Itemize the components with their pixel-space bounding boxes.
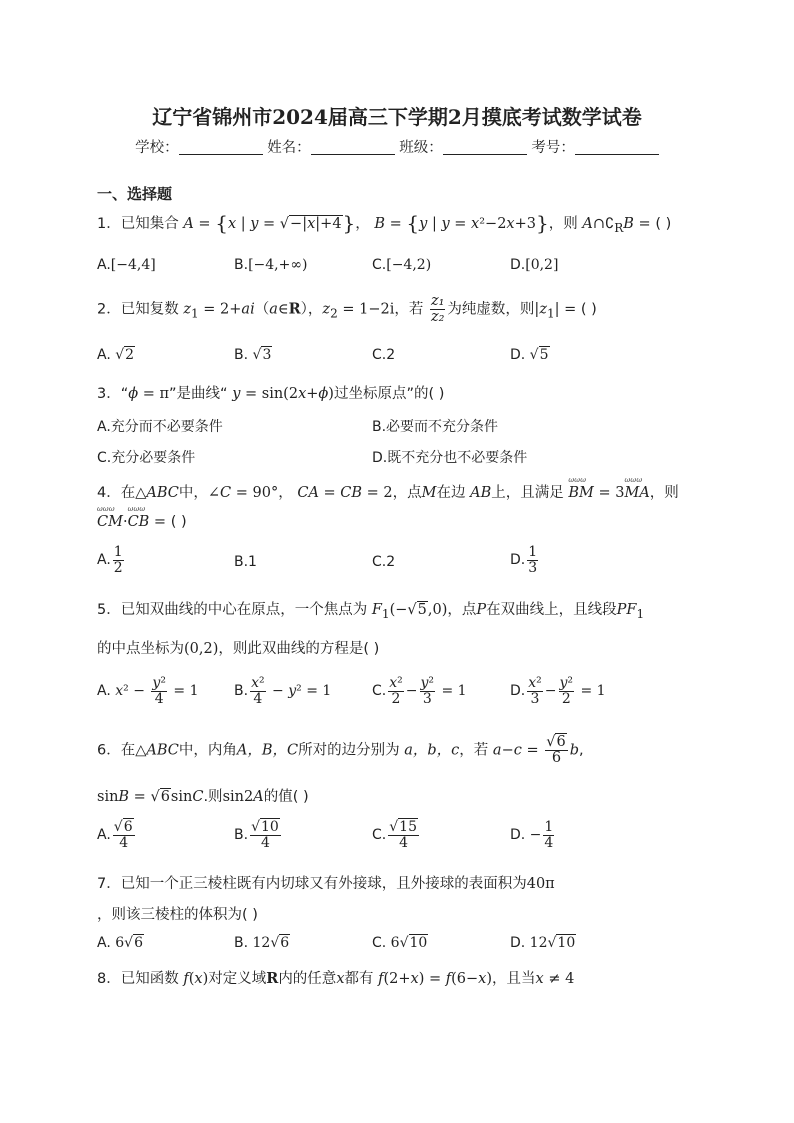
question-8: 8．已知函数 f(x)对定义域R内的任意x都有 f(2+x) = f(6−x)，且当x ≠ 4 <box>97 970 575 987</box>
q2-option-c[interactable]: C.2 <box>372 347 396 363</box>
q6-option-c[interactable]: C. $\frac{√15}{4}$ <box>372 819 417 851</box>
q6-option-d[interactable]: D. − $\frac{1}{4}$ <box>510 819 554 851</box>
q1-option-b[interactable]: B.[−4,+∞) <box>234 257 308 273</box>
q7-option-a[interactable]: A. 6√6 <box>97 935 143 951</box>
q1-option-c[interactable]: C.[−4,2) <box>372 257 432 273</box>
q5-option-a[interactable]: A. x² − $\frac{\text{y²}}{4}$ = 1 <box>97 675 199 707</box>
q7-option-d[interactable]: D. 12√10 <box>510 935 576 951</box>
question-6: 6．在△ABC中，内角A，B，C所对的边分别为 a，b，c，若 a−c = $\frac{√6}{6}$ b, <box>97 734 584 767</box>
question-5-line-2: 的中点坐标为(0,2)，则此双曲线的方程是( ) <box>97 641 380 657</box>
school-label: 学校： <box>135 140 179 156</box>
q5-option-c[interactable]: C. $\frac{\text{x²}}{2}$ − $\frac{\text{y²}}{3}$ = 1 <box>372 675 467 707</box>
q6-option-a[interactable]: A. $\frac{√6}{4}$ <box>97 819 133 851</box>
question-1: 1．已知集合 A = {x | y = √−|x|+4}， B = {y | y = x²−2x+3}，则 $A\cap∁_RB$ = ( ) <box>97 211 672 235</box>
question-7-line-2: ，则该三棱柱的体积为( ) <box>97 907 258 923</box>
q2-option-b[interactable]: B. √3 <box>234 347 272 363</box>
q3-option-a[interactable]: A.充分而不必要条件 <box>97 419 223 435</box>
q3-option-d[interactable]: D.既不充分也不必要条件 <box>372 450 528 466</box>
question-5: 5．已知双曲线的中心在原点，一个焦点为 $F_1(-√5,0)$，点P在双曲线上，且线段$PF_1$ <box>97 602 645 621</box>
q7-option-c[interactable]: C. 6√10 <box>372 935 428 951</box>
question-7: 7．已知一个正三棱柱既有内切球又有外接球，且外接球的表面积为40π <box>97 876 555 892</box>
q1-option-d[interactable]: D.[0,2] <box>510 257 559 273</box>
question-4-line-2: ω ω ω CM·ω ω ω CB = ( ) <box>97 514 187 530</box>
q3-option-b[interactable]: B.必要而不充分条件 <box>372 419 499 435</box>
number-blank[interactable] <box>575 140 659 155</box>
section-heading: 一、选择题 <box>97 185 173 203</box>
q3-option-c[interactable]: C.充分必要条件 <box>97 450 196 466</box>
question-4: 4．在△ABC中，∠C = 90°， CA = CB = 2，点M在边 AB上，且满足 ω ω ω BM = 3ω ω ω MA，则 <box>97 481 679 502</box>
q2-option-a[interactable]: A. √2 <box>97 347 135 363</box>
q4-option-c[interactable]: C.2 <box>372 554 396 570</box>
q6-option-b[interactable]: B. $\frac{√10}{4}$ <box>234 819 279 851</box>
q5-option-b[interactable]: B. $\frac{\text{x²}}{4}$ − y² = 1 <box>234 675 332 707</box>
class-blank[interactable] <box>443 140 527 155</box>
question-3: 3．“ϕ = π”是曲线“ y = sin(2x+ϕ)过坐标原点”的( ) <box>97 386 445 402</box>
page-title: 辽宁省锦州市2024届高三下学期2月摸底考试数学试卷 <box>152 105 642 129</box>
school-blank[interactable] <box>179 140 263 155</box>
number-label: 考号： <box>531 140 575 156</box>
q4-option-b[interactable]: B.1 <box>234 554 257 570</box>
q1-option-a[interactable]: A.[−4,4] <box>97 257 156 273</box>
student-info-line <box>0 136 794 157</box>
q4-option-d[interactable]: D. $\frac{1}{3}$ <box>510 544 538 576</box>
name-label: 姓名： <box>267 140 311 156</box>
name-blank[interactable] <box>311 140 395 155</box>
question-6-line-2: sinB = √6sinC.则sin2A的值( ) <box>97 789 309 805</box>
q4-option-a[interactable]: A. $\frac{1}{2}$ <box>97 544 123 576</box>
q2-option-d[interactable]: D. √5 <box>510 347 549 363</box>
question-2: 2．已知复数 $z_1$ = 2+ai（a∈R），$z_2 = 1-2i$，若 $\frac{\text{z₁}}{\text{z₂}}$ 为纯虚数，则$|z_1|$ = ( ) <box>97 293 597 326</box>
class-label: 班级： <box>399 140 443 156</box>
q5-option-d[interactable]: D. $\frac{\text{x²}}{3}$ − $\frac{\text{y²}}{2}$ = 1 <box>510 675 606 707</box>
q7-option-b[interactable]: B. 12√6 <box>234 935 290 951</box>
